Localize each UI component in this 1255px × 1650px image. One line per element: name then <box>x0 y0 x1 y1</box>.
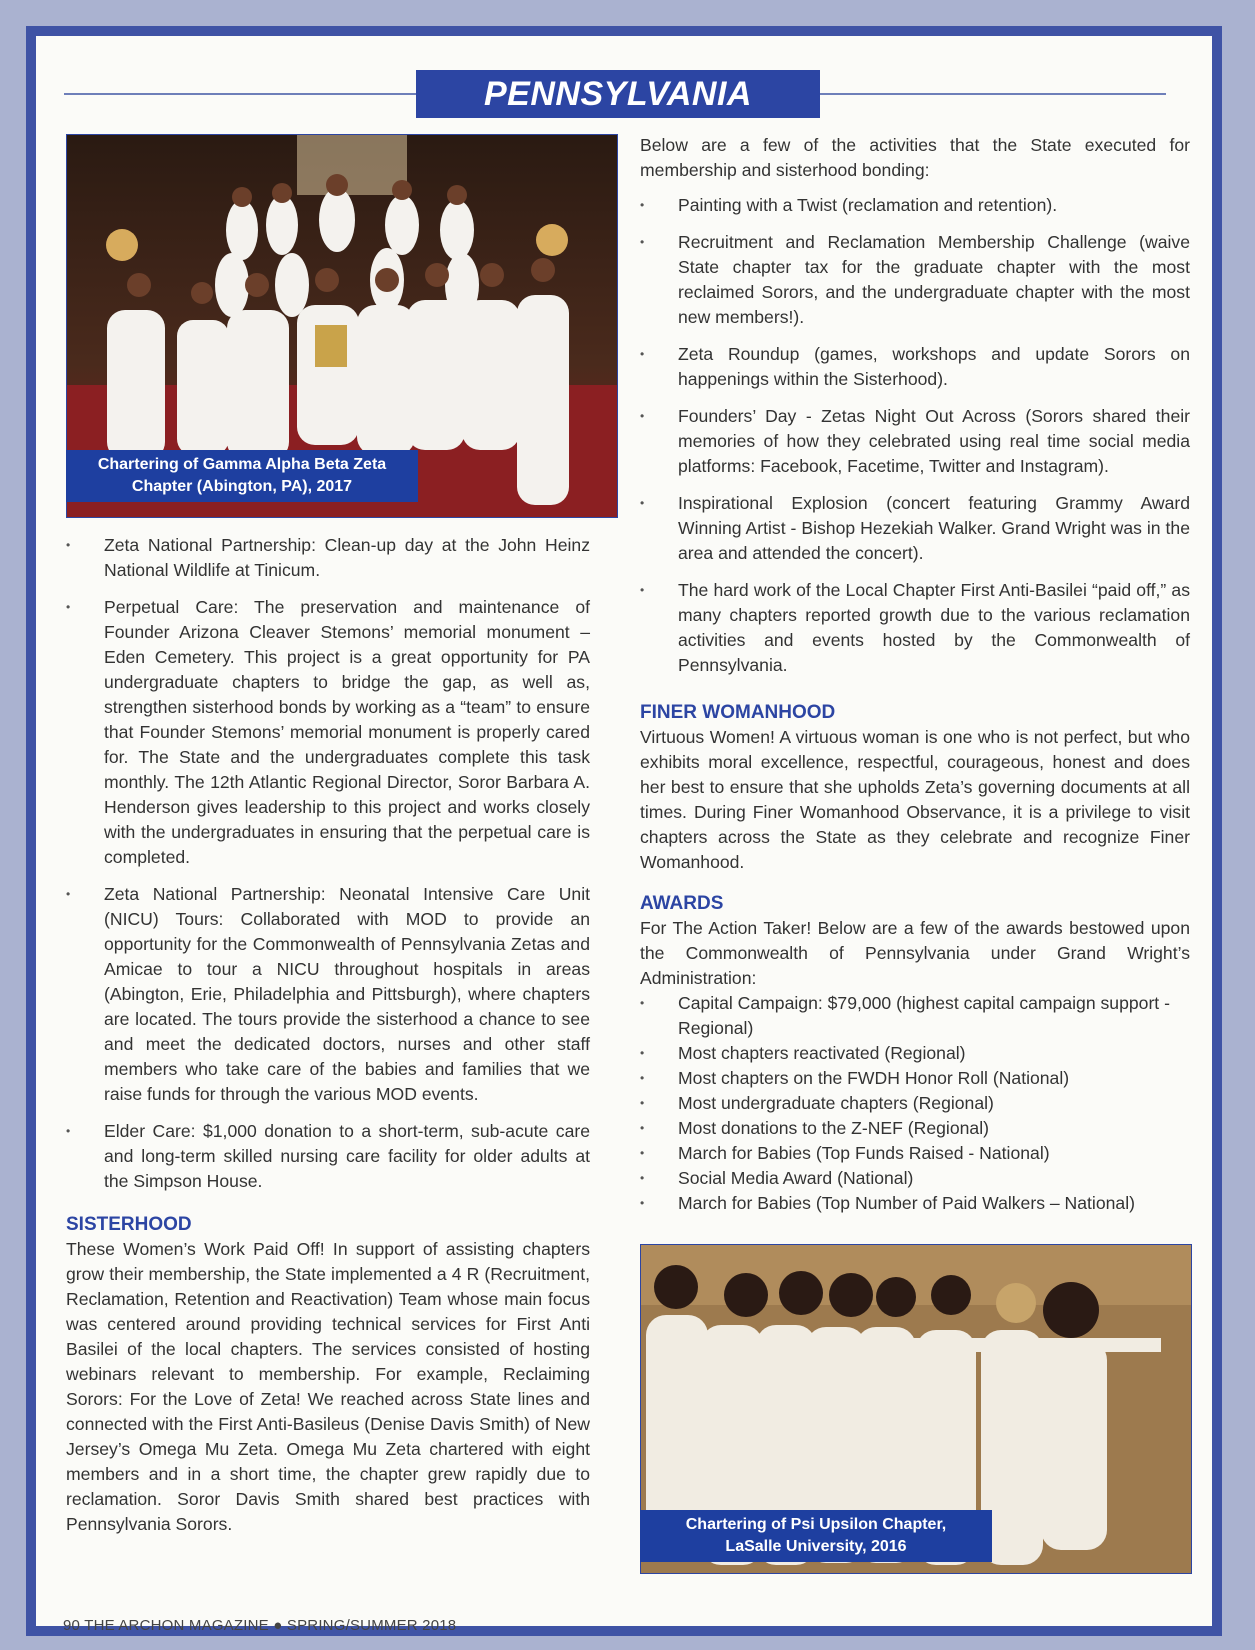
right-column <box>640 133 1190 1216</box>
list-item: • Recruitment and Reclamation Membership Challenge (waive State chapter tax for the graduate chapter with the most reclaimed Sorors, and the undergraduate chapter with the most new members!). <box>640 230 1190 330</box>
list-item: • Painting with a Twist (reclamation and retention). <box>640 193 1190 218</box>
award-item: • March for Babies (Top Funds Raised - National) <box>640 1141 1190 1166</box>
award-item: • Most chapters on the FWDH Honor Roll (National) <box>640 1066 1190 1091</box>
left-column <box>66 533 590 1537</box>
title-rule-right <box>820 93 1166 95</box>
activities-intro: Below are a few of the activities that the State executed for membership and sisterhood bonding: <box>640 135 1190 180</box>
section-heading-awards: AWARDS <box>640 893 724 914</box>
left-bullet-list <box>66 533 590 1194</box>
award-item: • Capital Campaign: $79,000 (highest capital campaign support - Regional) <box>640 991 1190 1041</box>
list-item: • Founders’ Day - Zetas Night Out Across (Sorors shared their memories of how they celebrated using real time social media platforms: Facebook, Facetime, Twitter and Instagram). <box>640 404 1190 479</box>
award-item: • March for Babies (Top Number of Paid Walkers – National) <box>640 1191 1190 1216</box>
magazine-name: THE ARCHON MAGAZINE <box>84 1617 269 1634</box>
issue-date: SPRING/SUMMER 2018 <box>286 1617 457 1634</box>
list-item: • Zeta Roundup (games, workshops and update Sorors on happenings within the Sisterhood). <box>640 342 1190 392</box>
page-content <box>36 36 1212 1634</box>
page-border <box>26 26 1222 1636</box>
awards-intro: For The Action Taker! Below are a few of the awards bestowed upon the Commonwealth of Pennsylvania under Grand Wright’s Administration: <box>640 918 1190 988</box>
list-item: • Perpetual Care: The preservation and maintenance of Founder Arizona Cleaver Stemons’ memorial monument – Eden Cemetery. This project is a great opportunity for PA undergraduate chapters to bridge the gap, as well as, strengthen sisterhood bonds by working as a “team” to ensure that Founder Stemons’ memorial monument is properly cared for. The State and the undergraduates complete this task monthly. The 12th Atlantic Regional Director, Soror Barbara A. Henderson gives leadership to this project and works closely with the undergraduates in ensuring that the perpetual care is completed. <box>66 595 590 870</box>
page-number: 90 <box>63 1617 81 1634</box>
list-item: • Zeta National Partnership: Neonatal Intensive Care Unit (NICU) Tours: Collaborated with MOD to provide an opportunity for the Commonwealth of Pennsylvania Zetas and Amicae to tour a NICU throughout hospitals in areas (Abington, Erie, Philadelphia and Pittsburgh), where chapters are located. The tours provide the sisterhood a chance to see and meet the dedicated doctors, nurses and other staff members who take care of the babies and families that we raise funds for through the various MOD events. <box>66 882 590 1107</box>
list-item: • Inspirational Explosion (concert featuring Grammy Award Winning Artist - Bishop Hezekiah Walker. Grand Wright was in the area and attended the concert). <box>640 491 1190 566</box>
title-rule-left <box>64 93 416 95</box>
award-item: • Most donations to the Z-NEF (Regional) <box>640 1116 1190 1141</box>
list-item: • Elder Care: $1,000 donation to a short-term, sub-acute care and long-term skilled nursing care facility for older adults at the Simpson House. <box>66 1119 590 1194</box>
photo1-caption-line2: Chapter (Abington, PA), 2017 <box>131 478 353 495</box>
photo2-caption-line2: LaSalle University, 2016 <box>725 1538 907 1555</box>
page-footer <box>63 1617 456 1634</box>
photo2-caption <box>640 1510 992 1562</box>
finer-womanhood-body: Virtuous Women! A virtuous woman is one who is not perfect, but who exhibits moral excellence, respectful, courageous, honest and does her best to ensure that she upholds Zeta’s governing documents at all times. During Finer Womanhood Observance, it is a privilege to visit chapters across the State as they celebrate and recognize Finer Womanhood. <box>640 727 1190 872</box>
list-item: • Zeta National Partnership: Clean-up day at the John Heinz National Wildlife at Tinicum. <box>66 533 590 583</box>
activities-bullet-list <box>640 193 1190 678</box>
section-heading-sisterhood: SISTERHOOD <box>66 1214 192 1235</box>
page-title: PENNSYLVANIA <box>416 70 820 118</box>
award-item: • Most chapters reactivated (Regional) <box>640 1041 1190 1066</box>
photo1-caption-line1: Chartering of Gamma Alpha Beta Zeta <box>97 456 387 473</box>
photo2-caption-line1: Chartering of Psi Upsilon Chapter, <box>685 1516 947 1533</box>
award-item: • Most undergraduate chapters (Regional) <box>640 1091 1190 1116</box>
sisterhood-body: These Women’s Work Paid Off! In support of assisting chapters grow their membership, the State implemented a 4 R (Recruitment, Reclamation, Retention and Reactivation) Team whose main focus was centered around providing technical services for First Anti Basilei of the local chapters. The services consisted of hosting webinars relevant to membership. For example, Reclaiming Sorors: For the Love of Zeta! We reached across State lines and connected with the First Anti-Basileus (Denise Davis Smith) of New Jersey’s Omega Mu Zeta. Omega Mu Zeta chartered with eight members and in a short time, the chapter grew rapidly due to reclamation. Soror Davis Smith shared best practices with Pennsylvania Sorors. <box>66 1239 590 1534</box>
photo1-caption <box>66 450 418 502</box>
list-item: • The hard work of the Local Chapter First Anti-Basilei “paid off,” as many chapters reported growth due to the various reclamation activities and events hosted by the Commonwealth of Pennsylvania. <box>640 578 1190 678</box>
section-heading-finer-womanhood: FINER WOMANHOOD <box>640 702 836 723</box>
bullet-dot-icon: ● <box>273 1617 283 1634</box>
award-item: • Social Media Award (National) <box>640 1166 1190 1191</box>
awards-list <box>640 991 1190 1216</box>
